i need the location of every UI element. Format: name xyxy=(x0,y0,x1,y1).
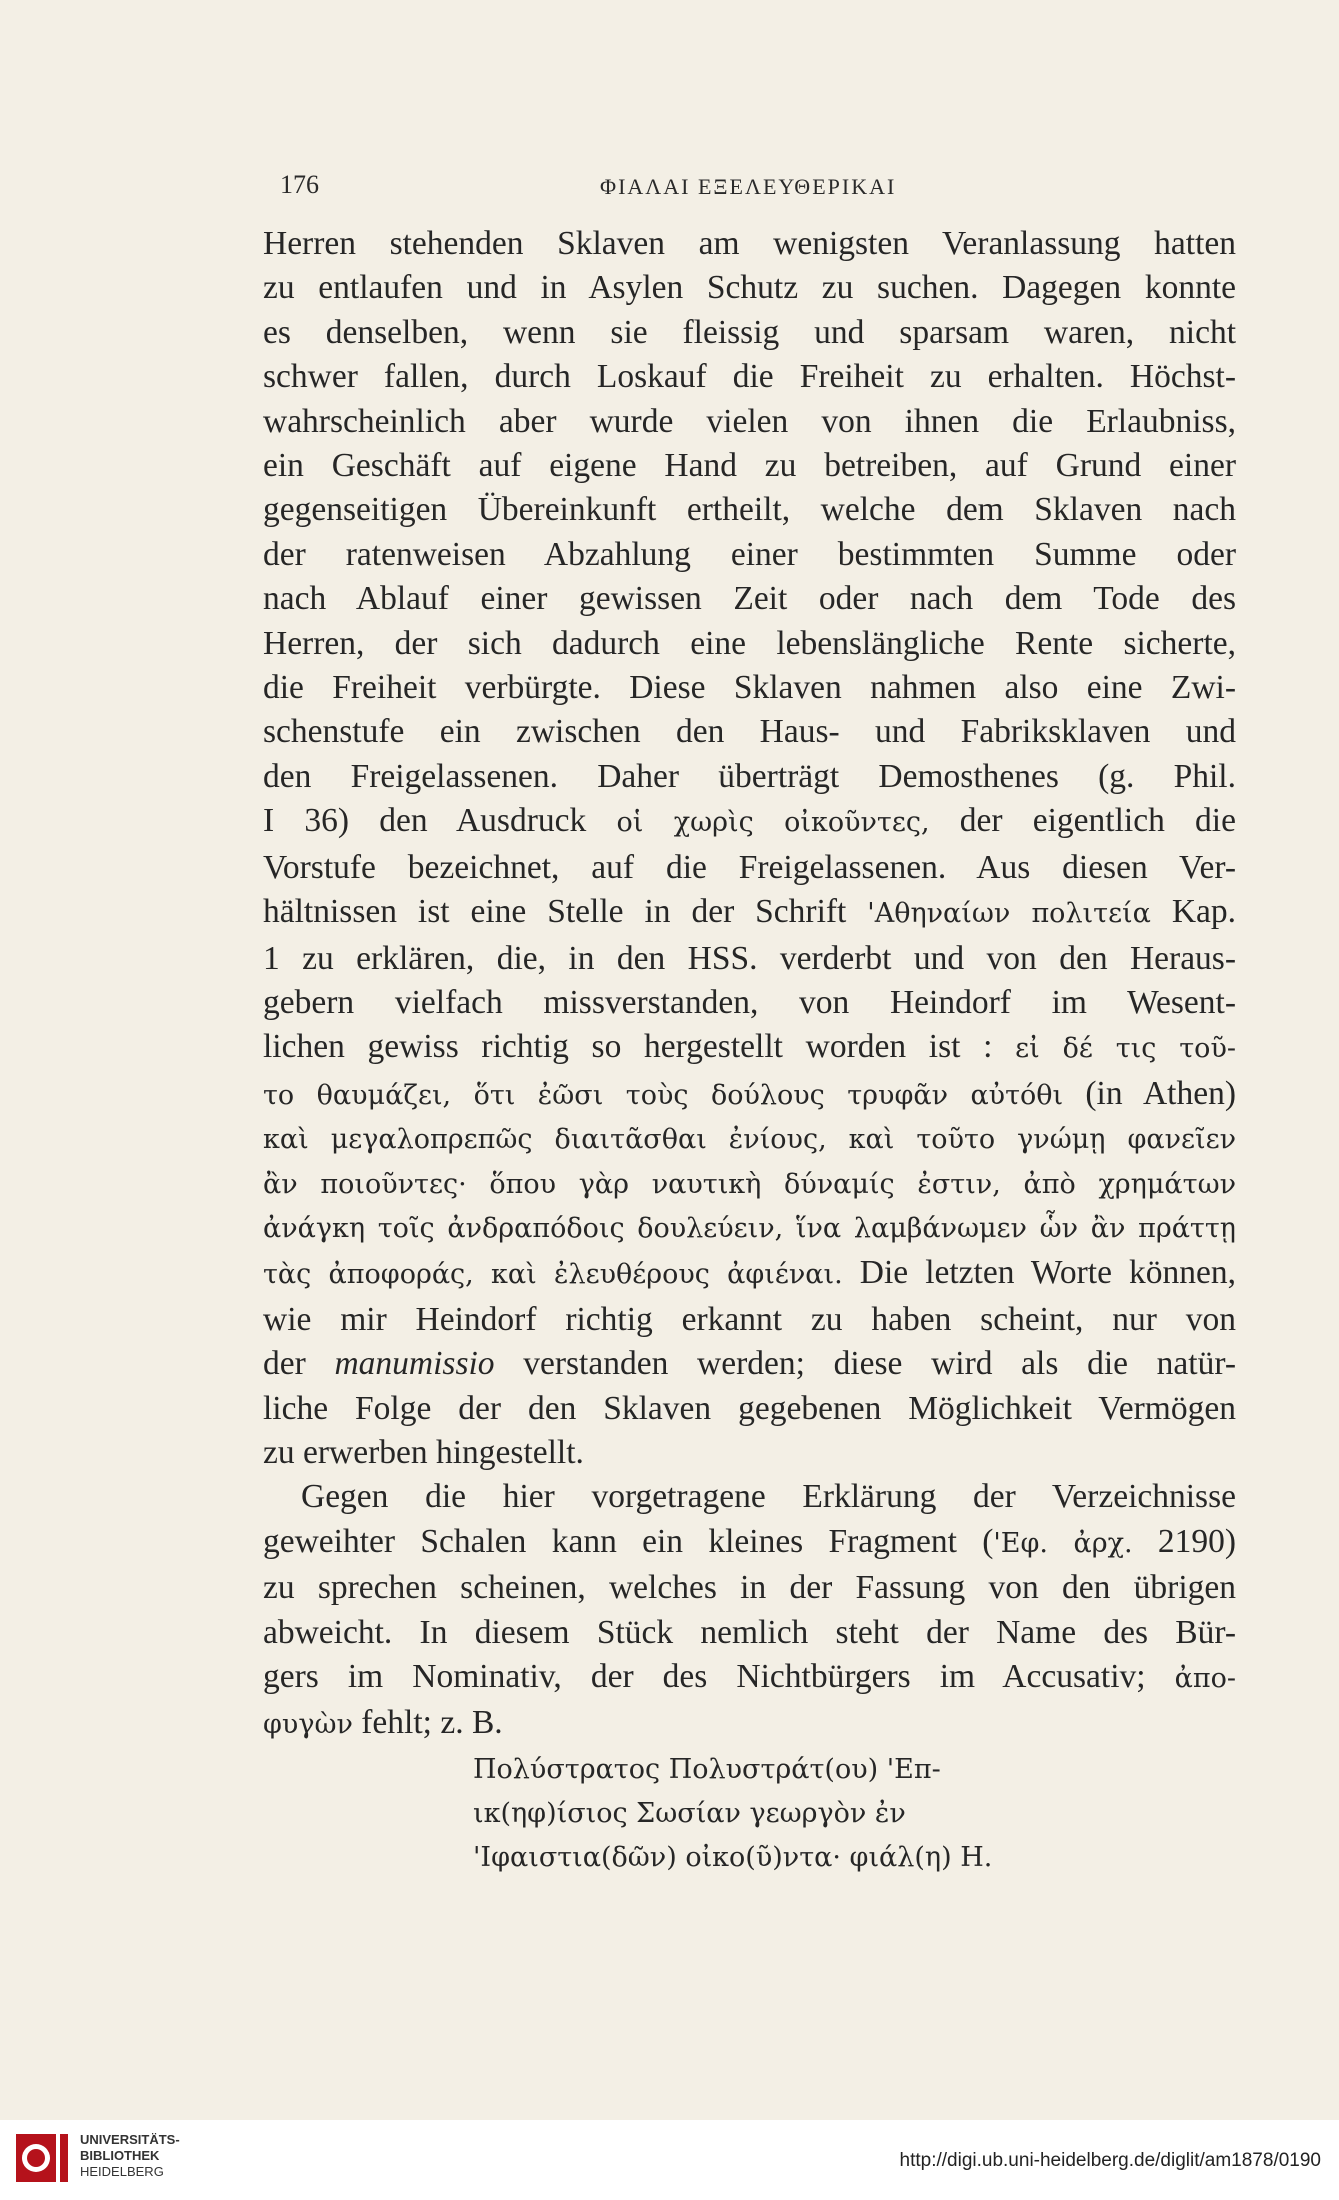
greek-phrase: οἱ χωρὶς οἰκοῦντες, xyxy=(616,807,930,839)
footer xyxy=(0,2120,1339,2200)
inscription-line: Πολύστρατος Πολυστράτ(ου) 'Επ- xyxy=(473,1753,941,1785)
text-run: Die letzten Worte können, xyxy=(842,1254,1236,1292)
text-line: zu entlaufen und in Asylen Schutz zu suchen. Dagegen konnte xyxy=(263,269,1236,307)
text-line: liche Folge der den Sklaven gegebenen Möglichkeit Vermögen xyxy=(263,1389,1236,1427)
library-line: HEIDELBERG xyxy=(80,2164,164,2179)
text-line: zu erwerben hingestellt. xyxy=(263,1433,584,1471)
greek-phrase: τὰς ἀποφοράς, καὶ ἐλευθέρους ἀφιέναι. xyxy=(263,1259,843,1291)
text-line: ein Geschäft auf eigene Hand zu betreiben, auf Grund einer xyxy=(263,447,1236,485)
text-line: wie mir Heindorf richtig erkannt zu haben scheint, nur von xyxy=(263,1300,1236,1338)
source-url-link[interactable]: http://digi.ub.uni-heidelberg.de/diglit/am1878/0190 xyxy=(899,2150,1321,2171)
text-run: 2190) xyxy=(1132,1522,1236,1560)
text-line: nach Ablauf einer gewissen Zeit oder nach dem Tode des xyxy=(263,580,1236,618)
text-run: I 36) den Ausdruck xyxy=(263,802,617,840)
text-line xyxy=(263,1342,1236,1386)
library-name xyxy=(80,2132,180,2180)
text-line: zu sprechen scheinen, welches in der Fassung von den übrigen xyxy=(263,1569,1236,1607)
text-line: den Freigelassenen. Daher überträgt Demosthenes (g. Phil. xyxy=(263,757,1236,795)
text-line: es denselben, wenn sie fleissig und sparsam waren, nicht xyxy=(263,313,1236,351)
greek-phrase: 'Αθηναίων πολιτεία xyxy=(867,898,1151,930)
greek-line: καὶ μεγαλοπρεπῶς διαιτᾶσθαι ἐνίους, καὶ τοῦτο γνώμῃ φανεῖεν xyxy=(263,1124,1236,1156)
greek-line: ἂν ποιοῦντες· ὅπου γὰρ ναυτικὴ δύναμίς ἐστιν, ἀπὸ χρημάτων xyxy=(263,1168,1236,1200)
inscription-line: 'Ιφαιστια(δῶν) οἰκο(ῦ)ντα· φιάλ(η) Η. xyxy=(473,1841,993,1873)
text-line: die Freiheit verbürgte. Diese Sklaven nahmen also eine Zwi- xyxy=(263,669,1236,707)
text-line: abweicht. In diesem Stück nemlich steht der Name des Bür- xyxy=(263,1613,1236,1651)
text-line: schwer fallen, durch Loskauf die Freiheit zu erhalten. Höchst- xyxy=(263,358,1236,396)
body-text xyxy=(263,222,1236,1880)
text-line xyxy=(263,890,1236,936)
text-run: (in Athen) xyxy=(1063,1074,1236,1112)
text-line: gebern vielfach missverstanden, von Heindorf im Wesent- xyxy=(263,983,1236,1021)
text-line: wahrscheinlich aber wurde vielen von ihnen die Erlaubniss, xyxy=(263,402,1236,440)
running-title: ΦΙΑΛΑΙ ΕΞΕΛΕΥΘΕΡΙΚΑΙ xyxy=(600,174,897,199)
italic-term: manumissio xyxy=(334,1345,495,1383)
text-line: Vorstufe bezeichnet, auf die Freigelassenen. Aus diesen Ver- xyxy=(263,848,1236,886)
text-run: gers im Nominativ, der des Nichtbürgers im Accusativ; xyxy=(263,1658,1175,1695)
text-line: der ratenweisen Abzahlung einer bestimmten Summe oder xyxy=(263,535,1236,573)
greek-phrase: 'Εφ. ἀρχ. xyxy=(993,1527,1133,1559)
text-line: schenstufe ein zwischen den Haus- und Fabriksklaven und xyxy=(263,713,1236,751)
text-line: gegenseitigen Übereinkunft ertheilt, welche dem Sklaven nach xyxy=(263,491,1236,529)
text-run: hältnissen ist eine Stelle in der Schrift xyxy=(263,893,868,931)
greek-phrase: εἰ δέ τις τοῦ- xyxy=(1015,1033,1236,1065)
text-run: verstanden werden; diese wird als die natür- xyxy=(494,1345,1236,1383)
text-line: 1 zu erklären, die, in den HSS. verderbt und von den Heraus- xyxy=(263,939,1236,977)
text-run: lichen gewiss richtig so hergestellt worden ist : xyxy=(263,1028,1016,1066)
page-number: 176 xyxy=(280,170,319,199)
greek-phrase: ἀπο- xyxy=(1174,1663,1236,1694)
page-header xyxy=(280,170,1240,210)
text-line xyxy=(263,1251,1236,1297)
greek-line: ἀνάγκη τοῖς ἀνδραπόδοις δουλεύειν, ἵνα λαμβάνωμεν ὧν ἂν πράττῃ xyxy=(263,1212,1236,1244)
text-run: fehlt; z. B. xyxy=(352,1704,503,1742)
text-run: der xyxy=(263,1345,335,1383)
greek-phrase: το θαυμάζει, ὅτι ἐῶσι τοὺς δούλους τρυφᾶν αὐτόθι xyxy=(263,1079,1064,1111)
text-line xyxy=(263,1701,1236,1747)
paragraph-start-line: Gegen die hier vorgetragene Erklärung der Verzeichnisse xyxy=(301,1478,1236,1516)
text-run: geweihter Schalen kann ein kleines Fragment ( xyxy=(263,1522,994,1560)
library-line: UNIVERSITÄTS- xyxy=(80,2132,180,2147)
text-run: Kap. xyxy=(1150,893,1236,931)
university-seal-icon xyxy=(12,2132,72,2184)
text-line xyxy=(263,1025,1236,1071)
text-line: Herren stehenden Sklaven am wenigsten Veranlassung hatten xyxy=(263,225,1236,262)
inscription-line: ικ(ηφ)ίσιος Σωσίαν γεωργὸν ἐν xyxy=(473,1797,906,1829)
text-run: der eigentlich die xyxy=(929,802,1236,840)
greek-phrase: φυγὼν xyxy=(263,1709,353,1741)
text-line: Herren, der sich dadurch eine lebenslängliche Rente sicherte, xyxy=(263,624,1236,662)
library-line: BIBLIOTHEK xyxy=(80,2148,160,2163)
text-line xyxy=(263,1072,1236,1118)
text-line xyxy=(263,1655,1236,1701)
text-line xyxy=(263,1520,1236,1566)
text-line xyxy=(263,799,1236,845)
